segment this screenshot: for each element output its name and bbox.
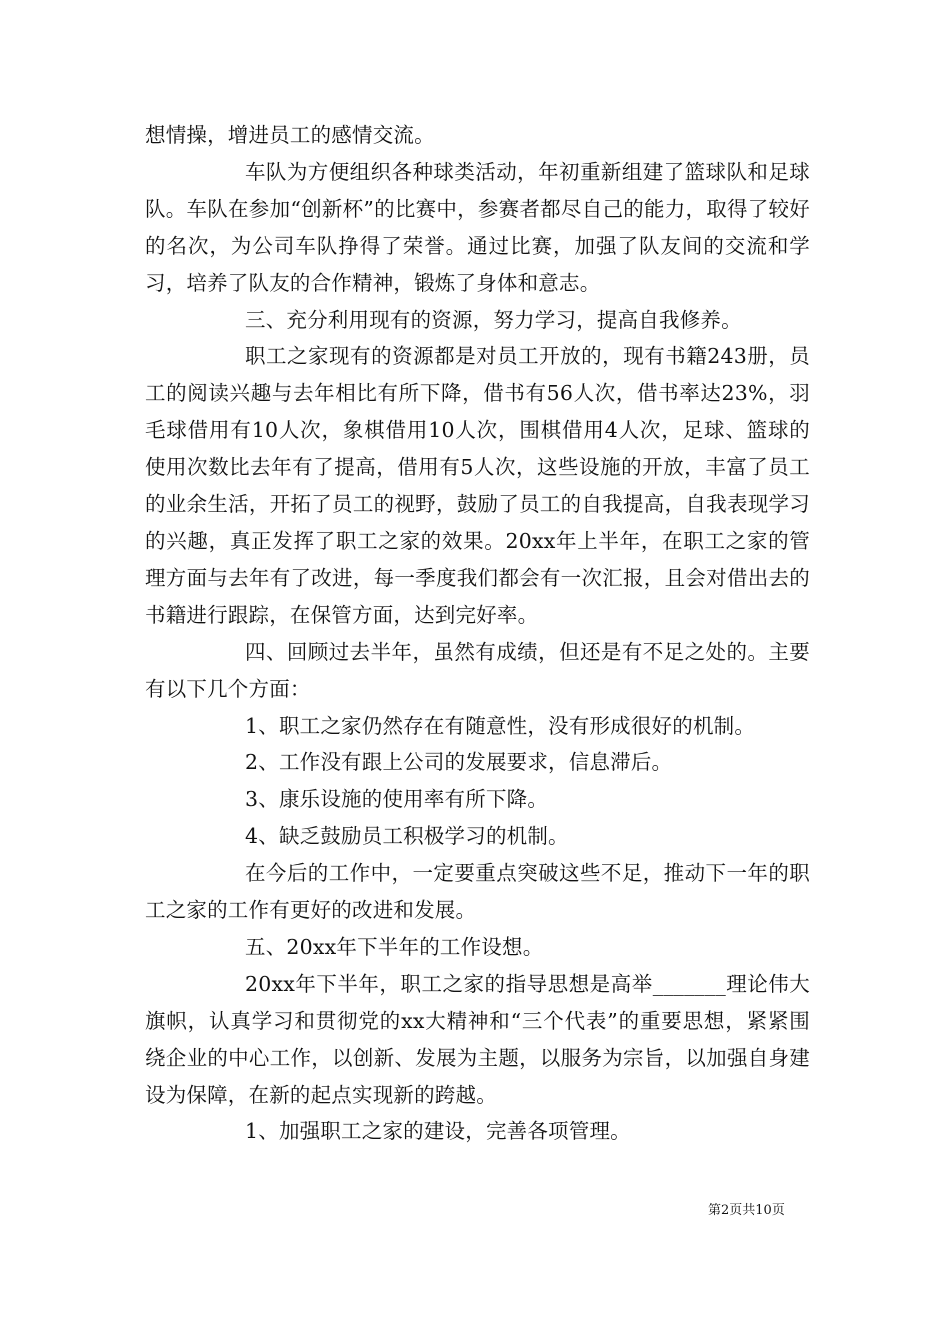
paragraph: 四、回顾过去半年，虽然有成绩，但还是有不足之处的。主要有以下几个方面：	[145, 639, 810, 701]
paragraph: 3、康乐设施的使用率有所下降。	[245, 787, 549, 812]
paragraph: 2、工作没有跟上公司的发展要求，信息滞后。	[245, 750, 673, 775]
paragraph: 20xx年下半年，职工之家的指导思想是高举_______理论伟大旗帜，认真学习和贯彻党的xx大精神和“三个代表”的重要思想，紧紧围绕企业的中心工作，以创新、发展为主题，以服务为宗旨，以加强自身建设为保障，在新的起点实现新的跨越。	[145, 971, 810, 1107]
paragraph: 4、缺乏鼓励员工积极学习的机制。	[245, 824, 569, 849]
paragraph: 1、职工之家仍然存在有随意性，没有形成很好的机制。	[245, 713, 756, 738]
paragraph: 车队为方便组织各种球类活动，年初重新组建了篮球队和足球队。车队在参加“创新杯”的比赛中，参赛者都尽自己的能力，取得了较好的名次，为公司车队挣得了荣誉。通过比赛，加强了队友间的交流和学习，培养了队友的合作精神，锻炼了身体和意志。	[145, 159, 810, 295]
paragraph: 想情操，增进员工的感情交流。	[145, 123, 435, 147]
paragraph: 在今后的工作中，一定要重点突破这些不足，推动下一年的职工之家的工作有更好的改进和发展。	[145, 861, 810, 923]
paragraph: 三、充分利用现有的资源，努力学习，提高自我修养。	[245, 307, 742, 332]
paragraph: 职工之家现有的资源都是对员工开放的，现有书籍243册，员工的阅读兴趣与去年相比有所下降，借书有56人次，借书率达23%，羽毛球借用有10人次，象棋借用10人次，围棋借用4人次，足球、篮球的使用次数比去年有了提高，借用有5人次，这些设施的开放，丰富了员工的业余生活，开拓了员工的视野，鼓励了员工的自我提高，自我表现学习的兴趣，真正发挥了职工之家的效果。20xx年上半年，在职工之家的管理方面与去年有了改进，每一季度我们都会有一次汇报，且会对借出去的书籍进行跟踪，在保管方面，达到完好率。	[145, 344, 810, 627]
page-number: 第2页共10页	[708, 1203, 785, 1218]
document-body	[145, 117, 810, 1150]
paragraph: 五、20xx年下半年的工作设想。	[245, 934, 544, 959]
paragraph: 1、加强职工之家的建设，完善各项管理。	[245, 1119, 631, 1144]
